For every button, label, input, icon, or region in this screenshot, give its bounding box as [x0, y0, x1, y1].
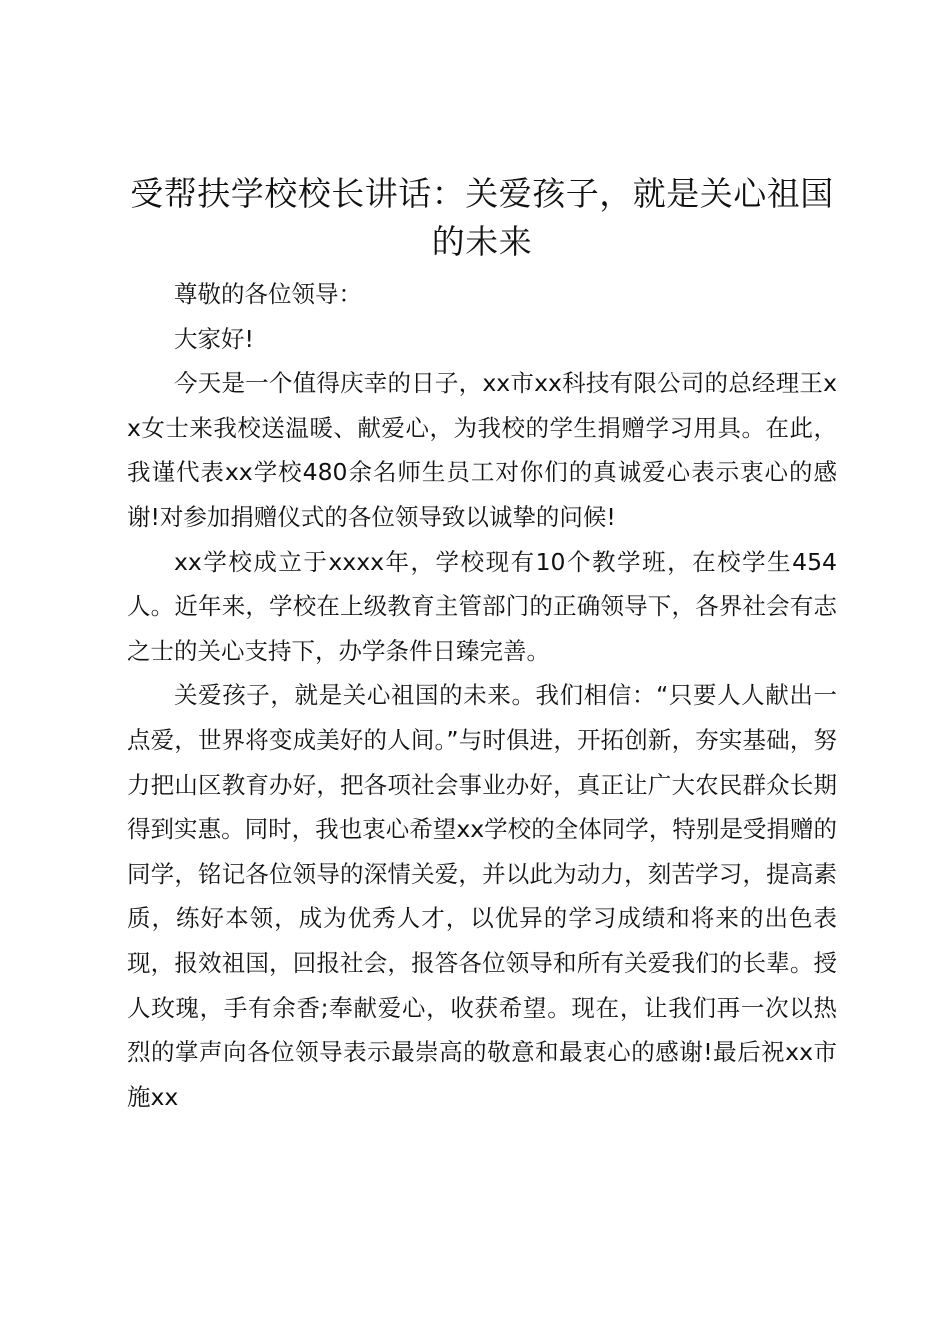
body-paragraph-1: 今天是一个值得庆幸的日子，xx市xx科技有限公司的总经理王xx女士来我校送温暖、献爱心，为我校的学生捐赠学习用具。在此，我谨代表xx学校480余名师生员工对你们的真诚爱心表示衷心的感谢!对参加捐赠仪式的各位领导致以诚挚的问候!	[127, 369, 837, 531]
body-paragraph-2: xx学校成立于xxxx年，学校现有10个教学班，在校学生454人。近年来，学校在上级教育主管部门的正确领导下，各界社会有志之士的关心支持下，办学条件日臻完善。	[127, 547, 837, 665]
document-title: 受帮扶学校校长讲话：关爱孩子，就是关心祖国的未来	[130, 174, 834, 261]
body-paragraph-3: 关爱孩子，就是关心祖国的未来。我们相信：“只要人人献出一点爱，世界将变成美好的人间。”与时俱进，开拓创新，夯实基础，努力把山区教育办好，把各项社会事业办好，真正让广大农民群众长期得到实惠。同时，我也衷心希望xx学校的全体同学，特别是受捐赠的同学，铭记各位领导的深情关爱，并以此为动力，刻苦学习，提高素质，练好本领，成为优秀人才，以优异的学习成绩和将来的出色表现，报效祖国，回报社会，报答各位领导和所有关爱我们的长辈。授人玫瑰，手有余香;奉献爱心，收获希望。现在，让我们再一次以热烈的掌声向各位领导表示最崇高的敬意和最衷心的感谢!最后祝xx市施xx	[127, 681, 837, 1111]
greeting-paragraph: 大家好!	[174, 324, 254, 353]
document-page	[127, 170, 837, 1119]
salutation-paragraph: 尊敬的各位领导：	[174, 280, 362, 308]
